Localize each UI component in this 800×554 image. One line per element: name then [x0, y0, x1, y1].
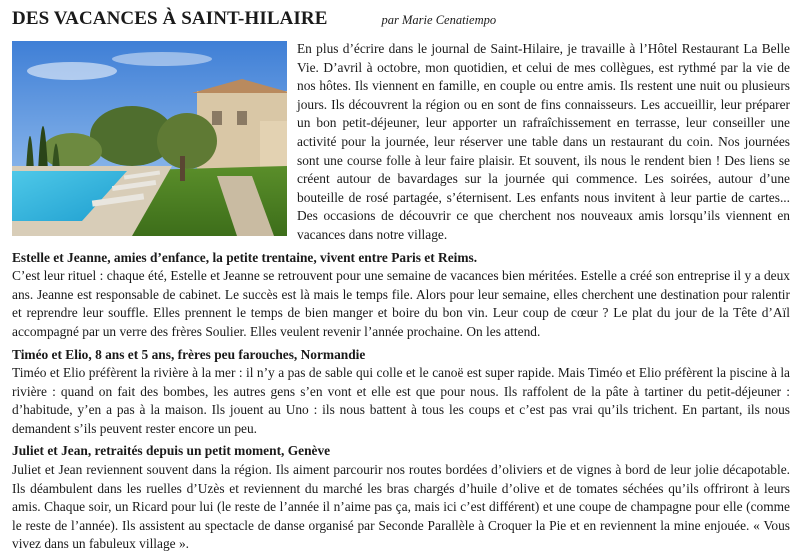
section-timeo-elio	[12, 346, 790, 439]
intro-paragraph: En plus d’écrire dans le journal de Saint-Hilaire, je travaille à l’Hôtel Restaurant La Belle Vie. D’avril à octobre, mon quotidien, et celui de mes collègues, est rythmé par la vie de nos hôtes. Ils viennent en famille, en couple ou entre amis. Ils restent une nuit ou plusieurs jours. Ils découvrent la région ou en sont de fins connaisseurs. Les accueillir, leur préparer un bon petit-déjeuner, leur apporter un rafraîchissement en terrasse, leur conseiller une activité pour la journée, leur réserver une table dans un restaurant du coin. Nos journées sont une course folle à leur faire plaisir. Et souvent, ils nous le rendent bien ! Des liens se créent autour de bavardages sur la journée qui commence. Les soirées, autour d’une bouteille de rosé partagée, s’éternisent. Les enfants nous invitent à leur partie de cartes... Des occasions de découvrir ce que cherchent nos nouveaux amis lorsqu’ils viennent en vacances dans notre village.	[297, 41, 790, 242]
hotel-pool-photo	[12, 41, 287, 236]
intro-block	[12, 40, 790, 245]
section-body: Timéo et Elio préfèrent la rivière à la mer : il n’y a pas de sable qui colle et le canoë est super rapide. Mais Timéo et Elio préfèrent la piscine à la rivière : quand on fait des bombes, les autres gens s’en vont et elle est que pour nous. Ils raffolent de la pâte à tartiner du petit-déjeuner : d’habitude, y’en a pas à la maison. Ils jouent au Uno : ils nous battent à tous les coups et c’est pas vrai qu’ils trichent. En partant, ils nous demandent s’ils peuvent rester encore un peu.	[12, 365, 790, 436]
article-byline: par Marie Cenatiempo	[381, 13, 497, 27]
section-heading: Timéo et Elio, 8 ans et 5 ans, frères peu farouches, Normandie	[12, 346, 366, 362]
article-header	[12, 8, 790, 34]
section-juliet-jean	[12, 442, 790, 554]
section-heading: Estelle et Jeanne, amies d’enfance, la petite trentaine, vivent entre Paris et Reims.	[12, 249, 478, 265]
article	[12, 8, 790, 554]
section-heading: Juliet et Jean, retraités depuis un petit moment, Genève	[12, 443, 331, 459]
section-estelle-jeanne	[12, 249, 790, 342]
article-title: DES VACANCES À SAINT-HILAIRE	[12, 8, 328, 29]
section-body: Juliet et Jean reviennent souvent dans la région. Ils aiment parcourir nos routes bordées d’oliviers et de vignes à bord de leur jolie décapotable. Ils déambulent dans les ruelles d’Uzès et reviennent du marché les bras chargés d’huile d’olive et de tomates séchées qu’ils offriront à leurs amis. Chaque soir, un Ricard pour lui (le reste de l’année il n’aime pas ça, mais ici c’est différent) et une coupe de champagne pour elle (comme le reste de l’année). Ils assistent au spectacle de danse organisé par Seconde Parallèle à Croquer la Pie et en reviennent la mine enjouée. « Vous vivez dans un fabuleux village ».	[12, 462, 790, 552]
section-body: C’est leur rituel : chaque été, Estelle et Jeanne se retrouvent pour une semaine de vacances bien méritées. Estelle a créé son entreprise il y a deux ans. Jeanne est responsable de cabinet. Le succès est là mais le temps file. Alors pour leur semaine, elles cherchent une destination pour ralentir et reprendre leur souffle. Elles prennent le temps de bien manger et boire du bon vin. Leur coup de cœur ? Le plat du jour de la Tête d’Aïl accompagné par un verre des frères Soulier. Elles veulent revenir l’année prochaine. On les attend.	[12, 268, 790, 339]
